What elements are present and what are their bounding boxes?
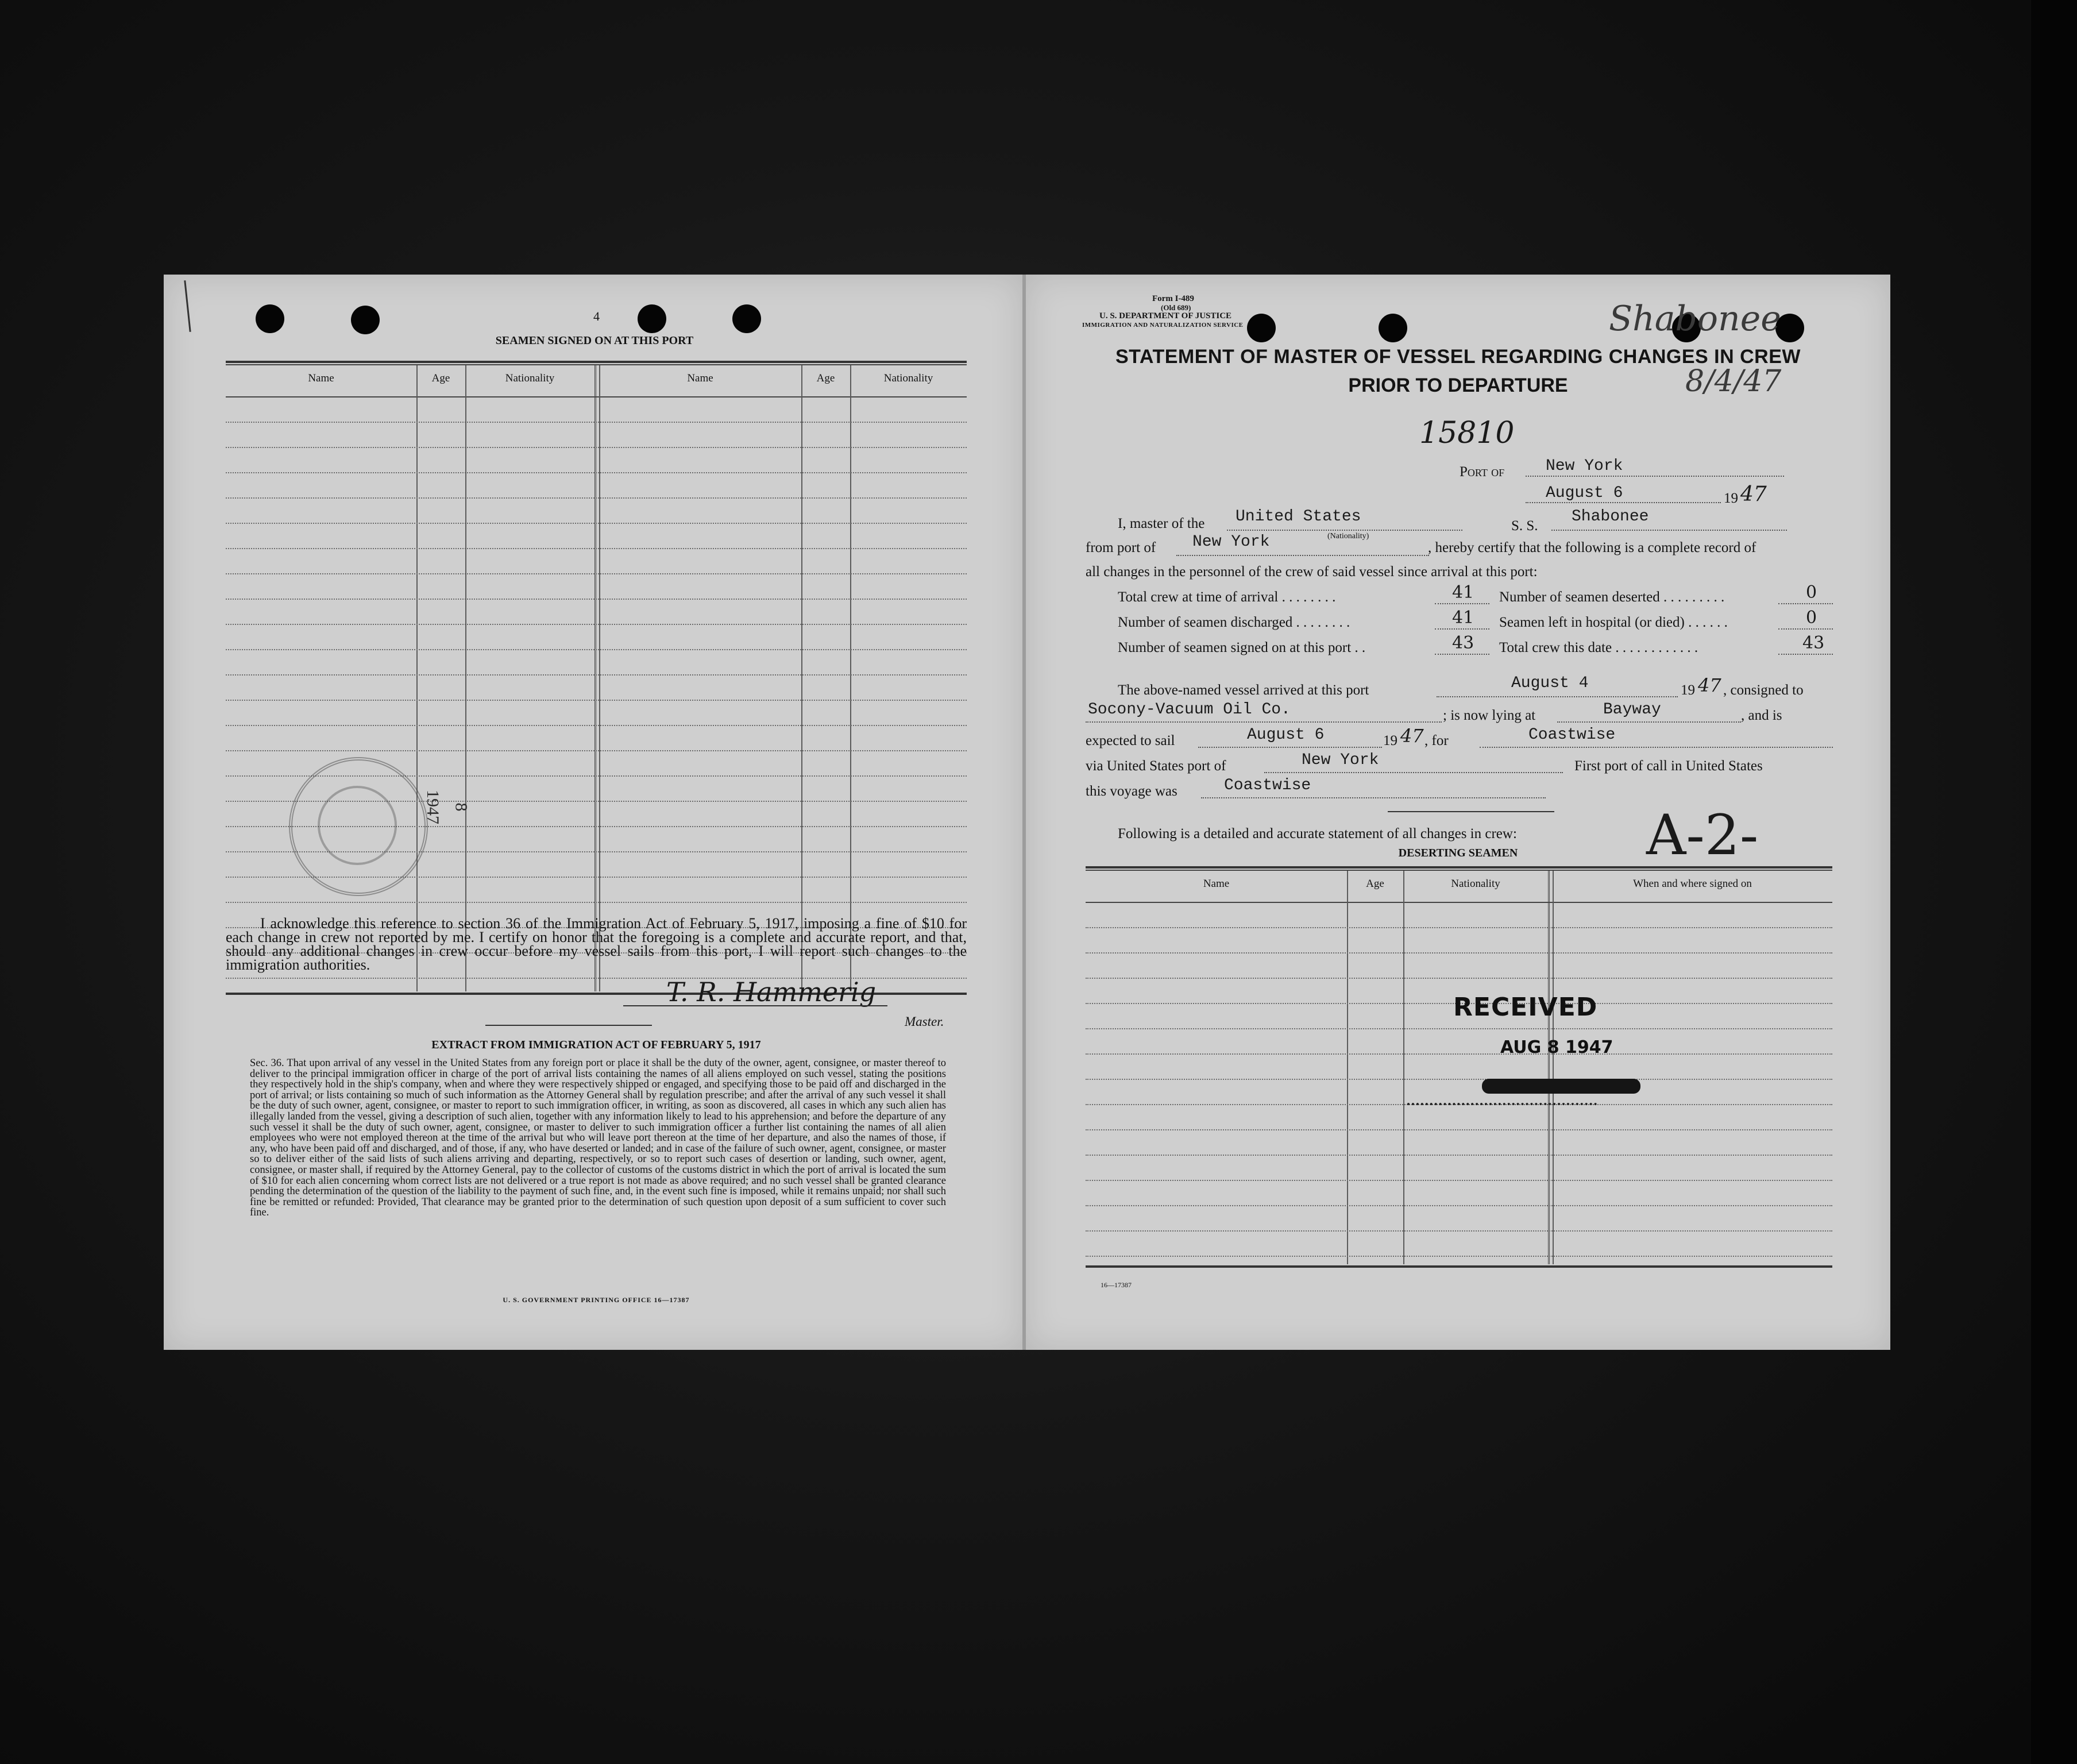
table-row — [1086, 927, 1832, 928]
column-divider — [465, 365, 466, 991]
via-line — [1264, 772, 1563, 773]
form-old-number: (Old 689) — [1161, 303, 1191, 312]
separator-rule — [485, 1025, 652, 1026]
arrived-year-prefix: 19 — [1681, 682, 1695, 698]
year-value: 47 — [1740, 483, 1767, 506]
col-header-nationality: Nationality — [1451, 878, 1500, 890]
column-divider — [801, 365, 802, 991]
vessel-line — [1551, 530, 1787, 531]
port-value: New York — [1546, 457, 1623, 475]
table-row — [226, 902, 967, 903]
date-line — [1526, 502, 1721, 503]
received-stamp-date: AUG 8 1947 — [1500, 1037, 1613, 1057]
consigned-label: , consigned to — [1723, 682, 1804, 698]
voyage-value: Coastwise — [1224, 777, 1311, 794]
separator-rule — [1388, 811, 1554, 812]
hospital-line — [1778, 628, 1833, 630]
table-row — [226, 447, 967, 448]
form-number: Form I-489 — [1152, 294, 1194, 303]
table-row — [1086, 1028, 1832, 1029]
table-top-rule — [226, 361, 967, 363]
col-header-age: Age — [1366, 878, 1384, 890]
discharged-value: 41 — [1452, 608, 1474, 628]
sail-line — [1198, 747, 1382, 748]
handwritten-vessel-name: Shabonee — [1609, 299, 1781, 339]
deserted-line — [1778, 603, 1833, 604]
from-port-value: New York — [1192, 533, 1270, 551]
header-rule — [1086, 902, 1832, 903]
stamp-mark: 8 — [451, 802, 471, 812]
table-top-rule — [1086, 866, 1832, 869]
lying-line — [1557, 721, 1741, 723]
column-divider — [599, 365, 600, 991]
table-row — [1086, 1155, 1832, 1156]
table-row — [226, 523, 967, 524]
col-header-name: Name — [308, 372, 334, 384]
stamp-smudge — [1407, 1103, 1597, 1109]
service-name: IMMIGRATION AND NATURALIZATION SERVICE — [1082, 322, 1244, 329]
consignee-line — [1086, 721, 1442, 723]
col-header-signed-on: When and where signed on — [1633, 878, 1752, 890]
column-divider — [594, 365, 596, 991]
table-row — [226, 624, 967, 625]
table-top-rule — [1086, 870, 1832, 871]
table-row — [226, 750, 967, 751]
extract-title: EXTRACT FROM IMMIGRATION ACT OF FEBRUARY 5, 1917 — [431, 1039, 761, 1051]
col-header-age: Age — [431, 372, 450, 384]
handwritten-code: A-2- — [1646, 803, 1759, 867]
for-line — [1480, 747, 1833, 748]
table-row — [1086, 1230, 1832, 1232]
punch-hole — [638, 304, 666, 333]
nationality-value: United States — [1236, 508, 1361, 526]
deserting-seamen-title: DESERTING SEAMEN — [1398, 847, 1518, 859]
signed-on-line — [1435, 654, 1489, 655]
deserted-label: Number of seamen deserted . . . . . . . . . — [1499, 589, 1725, 605]
scan-edge — [2031, 0, 2077, 1764]
master-signature: T. R. Hammerig — [666, 976, 877, 1008]
col-header-age: Age — [816, 372, 835, 384]
date-value: August 6 — [1546, 484, 1623, 502]
table-row — [1086, 1256, 1832, 1257]
from-port-line — [1176, 555, 1429, 556]
via-label: via United States port of — [1086, 758, 1226, 774]
punch-hole — [1247, 314, 1276, 342]
extract-text: Sec. 36. That upon arrival of any vessel in the United States from any foreign port or place it shall be the duty of the owner, agent, consignee, or master thereof to deliver to the principal immigration officer in charge of the port of arrival lists containing the names of all aliens employed on such vessel, stating the positions they respectively hold in the ship's company, when and where they were respectively shipped or engaged, and specifying those to be paid off and discharged in the port of arrival; or lists containing so much of such information as the Attorney General shall by regulation prescribe; and after the arrival of any such vessel it shall be the duty of such owner, agent, consignee, or master to report to such immigration officer, in writing, as soon as discovered, all cases in which any such alien has illegally landed from the vessel, giving a description of such alien, together with any information likely to lead to his apprehension; and before the departure of any such vessel it shall be the duty of such owner, agent, consignee, or master to deliver to such immigration officer a further list containing the names of all alien employees who were not employed thereon at the time of the arrival but who will leave port thereon at the time of her departure, and also the names of those, if any, who have been paid off and discharged, and of those, if any, who have deserted or landed; and in case of the failure of such owner, agent, consignee, or master so to deliver either of the said lists of such aliens arriving and departing, respectively, or so to report such cases of desertion or landing, such owner, agent, consignee, or master shall, if required by the Attorney General, pay to the collector of customs of the customs district in which the port of arrival is located the sum of $10 for each alien concerning whom correct lists are not delivered or a true report is not made as above required; and no such vessel shall be granted clearance pending the determination of the question of the liability to the payment of such fine, and, in the event such fine is imposed, while it remains unpaid; nor shall such fine be remitted or refunded: Provided, That clearance may be granted prior to the determination of such question upon deposit of a sum sufficient to cover such fine. — [250, 1057, 946, 1219]
hospital-label: Seamen left in hospital (or died) . . . . . . — [1499, 615, 1728, 630]
sail-value: August 6 — [1247, 726, 1325, 744]
table-row — [1086, 1180, 1832, 1181]
signed-on-label: Number of seamen signed on at this port . . — [1118, 640, 1366, 655]
col-header-nationality: Nationality — [883, 372, 933, 384]
stamp-date: 1947 — [423, 790, 442, 824]
certify-text: , hereby certify that the following is a complete record of — [1428, 540, 1756, 555]
table-row — [226, 472, 967, 473]
nationality-line — [1227, 530, 1462, 531]
punch-hole — [256, 304, 284, 333]
seal-stamp-inner — [318, 786, 397, 865]
arrived-year: 47 — [1698, 674, 1721, 696]
port-line — [1526, 476, 1784, 477]
crew-table — [226, 361, 967, 995]
table-row — [226, 599, 967, 600]
section-title: SEAMEN SIGNED ON AT THIS PORT — [495, 334, 694, 347]
master-label: I, master of the — [1118, 516, 1205, 531]
acknowledgement-text: I acknowledge this reference to section 36 of the Immigration Act of February 5, 1917, imposing a fine of $10 for each change in crew not reported by me. I certify on honor that the foregoing is a complete and accurate report, and that, should any additional changes in crew occur before my vessel sails from this port, I will report such changes to the immigration authorities. — [226, 915, 967, 973]
stamp-redaction — [1482, 1079, 1640, 1094]
department-name: U. S. DEPARTMENT OF JUSTICE — [1099, 311, 1232, 321]
for-value: Coastwise — [1528, 726, 1616, 744]
col-header-nationality: Nationality — [505, 372, 555, 384]
vessel-value: Shabonee — [1572, 508, 1649, 526]
signed-on-value: 43 — [1452, 633, 1474, 653]
table-top-rule — [226, 364, 967, 365]
header-rule — [226, 396, 967, 397]
total-arrival-value: 41 — [1452, 582, 1474, 603]
column-divider — [850, 365, 851, 991]
voyage-label: this voyage was — [1086, 783, 1178, 799]
and-is-label: , and is — [1741, 708, 1782, 723]
table-row — [226, 497, 967, 499]
total-arrival-label: Total crew at time of arrival . . . . . . . . — [1118, 589, 1336, 605]
deserted-value: 0 — [1806, 582, 1817, 603]
port-label: Port of — [1460, 464, 1505, 480]
discharged-line — [1435, 628, 1489, 630]
total-arrival-line — [1435, 603, 1489, 604]
from-port-label: from port of — [1086, 540, 1156, 555]
right-page — [1026, 275, 1890, 1350]
master-label: Master. — [905, 1014, 944, 1029]
voyage-line — [1201, 797, 1546, 798]
left-page — [164, 275, 1022, 1350]
via-value: New York — [1302, 751, 1379, 769]
table-row — [1086, 1053, 1832, 1055]
table-row — [226, 422, 967, 423]
table-row — [1086, 1205, 1832, 1206]
table-row — [1086, 978, 1832, 979]
footer-code: 16—17387 — [1101, 1281, 1132, 1289]
table-bottom-rule — [1086, 1265, 1832, 1268]
table-row — [226, 725, 967, 726]
sail-label: expected to sail — [1086, 733, 1175, 748]
received-stamp: RECEIVED — [1453, 993, 1598, 1022]
col-header-name: Name — [1203, 878, 1230, 890]
handwritten-date: 8/4/47 — [1685, 364, 1782, 399]
hospital-value: 0 — [1806, 608, 1817, 628]
lying-label: ; is now lying at — [1443, 708, 1536, 723]
for-label: , for — [1424, 733, 1449, 748]
total-date-value: 43 — [1802, 633, 1825, 653]
table-row — [226, 700, 967, 701]
discharged-label: Number of seamen discharged . . . . . . . . — [1118, 615, 1350, 630]
punch-hole — [351, 306, 380, 334]
arrived-value: August 4 — [1511, 674, 1589, 692]
following-text: Following is a detailed and accurate statement of all changes in crew: — [1118, 826, 1517, 842]
sail-year: 47 — [1400, 725, 1424, 747]
column-divider — [416, 365, 418, 991]
table-row — [1086, 1079, 1832, 1080]
changes-text: all changes in the personnel of the crew of said vessel since arrival at this port: — [1086, 564, 1538, 580]
first-port-label: First port of call in United States — [1574, 758, 1763, 774]
col-header-name: Name — [687, 372, 713, 384]
signature-line — [623, 1005, 887, 1006]
punch-hole — [732, 304, 761, 333]
pen-mark — [184, 280, 191, 332]
deserting-table — [1086, 866, 1832, 1268]
lying-value: Bayway — [1603, 701, 1661, 719]
table-row — [226, 573, 967, 574]
consignee-value: Socony-Vacuum Oil Co. — [1088, 701, 1291, 719]
printer-line: U. S. GOVERNMENT PRINTING OFFICE 16—17387 — [503, 1296, 690, 1304]
arrived-label: The above-named vessel arrived at this port — [1118, 682, 1369, 698]
table-row — [226, 649, 967, 650]
nationality-caption: (Nationality) — [1327, 532, 1369, 541]
table-row — [1086, 1129, 1832, 1130]
form-title-line2: PRIOR TO DEPARTURE — [1348, 375, 1568, 396]
year-prefix: 19 — [1724, 491, 1738, 506]
sail-year-prefix: 19 — [1383, 733, 1397, 748]
table-row — [226, 674, 967, 676]
page-number: 4 — [593, 309, 600, 323]
total-date-label: Total crew this date . . . . . . . . . . . . — [1499, 640, 1698, 655]
form-title-line1: STATEMENT OF MASTER OF VESSEL REGARDING CHANGES IN CREW — [1115, 346, 1801, 368]
table-row — [226, 548, 967, 549]
table-row — [1086, 952, 1832, 954]
file-number: 15810 — [1419, 416, 1515, 450]
punch-hole — [1379, 314, 1407, 342]
total-date-line — [1778, 654, 1833, 655]
ss-label: S. S. — [1511, 518, 1538, 534]
arrived-line — [1437, 696, 1678, 697]
